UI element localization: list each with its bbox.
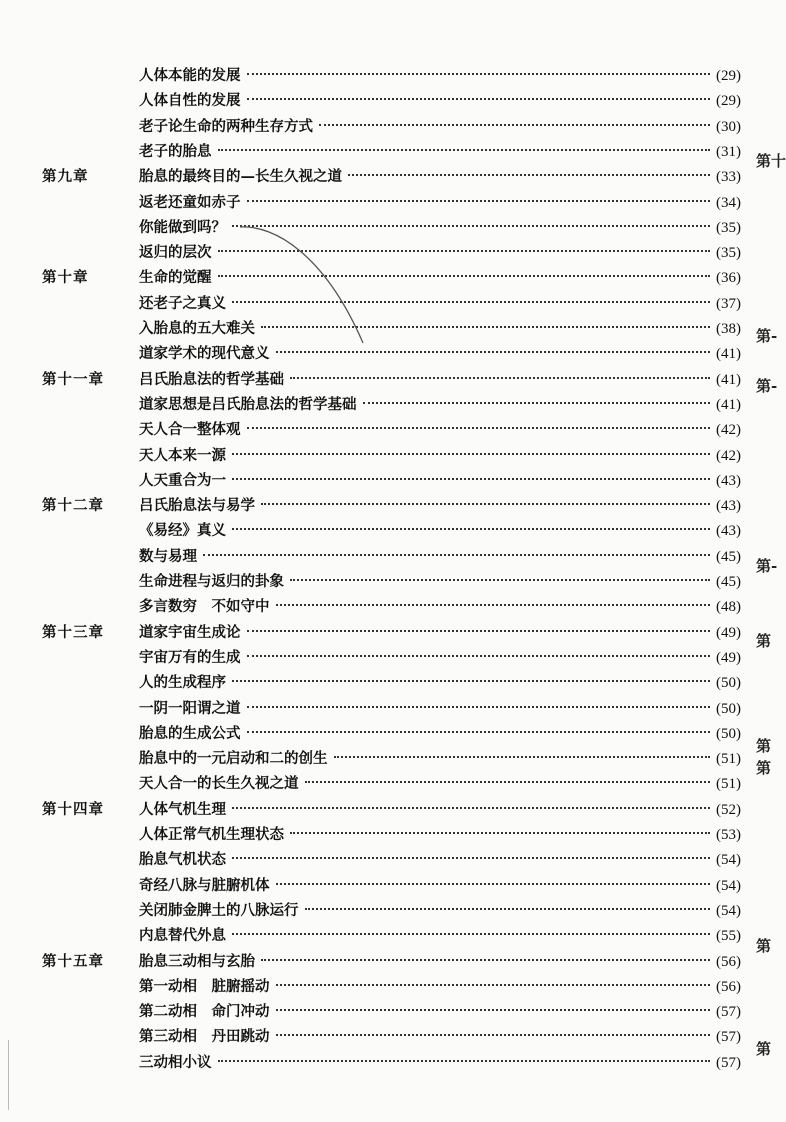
dot-leader (276, 984, 711, 986)
page-number: (49) (716, 649, 741, 666)
entry-title: 道家学术的现代意义 (139, 345, 270, 363)
page-number: (57) (716, 1004, 741, 1021)
dot-leader (334, 756, 711, 758)
dot-leader (232, 453, 710, 455)
toc-row (0, 493, 783, 518)
dot-leader (290, 832, 710, 834)
toc-entry (139, 518, 741, 544)
dot-leader (247, 655, 711, 657)
dot-leader (232, 933, 710, 935)
toc-row (0, 215, 783, 240)
toc-row (0, 746, 783, 771)
edge-fragment: 第 (756, 632, 772, 650)
chapter-label: 第十二章 (42, 497, 104, 515)
toc-entry (139, 620, 741, 646)
entry-title: 胎息中的一元启动和二的创生 (139, 750, 328, 768)
toc-row (0, 645, 783, 670)
page-number: (41) (716, 396, 741, 413)
page-number: (34) (716, 194, 741, 211)
page-number: (41) (716, 371, 741, 388)
dot-leader (276, 604, 711, 606)
entry-title: 《易经》真义 (139, 522, 226, 540)
toc-row (0, 114, 783, 139)
entry-title: 多言数穷 不如守中 (139, 598, 270, 616)
toc-row (0, 417, 783, 442)
dot-leader (247, 98, 711, 100)
page-number: (31) (716, 143, 741, 160)
toc-entry (139, 63, 741, 89)
page-number: (57) (716, 1029, 741, 1046)
page-number: (54) (716, 902, 741, 919)
toc-row (0, 797, 783, 822)
toc-entry (139, 88, 741, 114)
entry-title: 道家宇宙生成论 (139, 623, 241, 641)
page-number: (56) (716, 953, 741, 970)
toc-entry (139, 974, 741, 1000)
toc-entry (139, 898, 741, 924)
edge-fragment: 第 (756, 937, 772, 955)
toc-entry (139, 265, 741, 291)
page-number: (50) (716, 725, 741, 742)
entry-title: 一阴一阳谓之道 (139, 699, 241, 717)
toc-entry (139, 569, 741, 595)
entry-title: 人体自性的发展 (139, 92, 241, 110)
dot-leader (218, 1060, 711, 1062)
toc-row (0, 468, 783, 493)
dot-leader (247, 630, 711, 632)
toc-entry (139, 316, 741, 342)
toc-entry (139, 822, 741, 848)
entry-title: 人体本能的发展 (139, 67, 241, 84)
page-number: (50) (716, 700, 741, 717)
dot-leader (247, 200, 711, 202)
dot-leader (276, 1034, 711, 1036)
entry-title: 第二动相 命门冲动 (139, 1003, 270, 1021)
entry-title: 生命的觉醒 (139, 269, 212, 287)
toc-entry (139, 645, 741, 671)
chapter-label: 第十五章 (42, 952, 104, 970)
dot-leader (305, 908, 711, 910)
dot-leader (348, 174, 710, 176)
dot-leader (319, 124, 710, 126)
dot-leader (276, 883, 711, 885)
entry-title: 关闭肺金脾土的八脉运行 (139, 901, 299, 919)
entry-title: 内息替代外息 (139, 927, 226, 945)
toc-row (0, 1024, 783, 1049)
toc-entry (139, 114, 741, 140)
page-number: (53) (716, 827, 741, 843)
toc-row (0, 898, 783, 923)
toc-row (0, 696, 783, 721)
entry-title: 人体气机生理 (139, 800, 226, 818)
toc-entry (139, 797, 741, 823)
entry-title: 老子的胎息 (139, 142, 212, 160)
entry-title: 第一动相 脏腑摇动 (139, 977, 270, 995)
toc-entry (139, 949, 741, 975)
toc-entry (139, 746, 741, 772)
toc-row (0, 873, 783, 898)
edge-fragment: 第- (756, 327, 778, 345)
toc-row (0, 974, 783, 999)
page-number: (43) (716, 472, 741, 489)
page-number: (42) (716, 422, 741, 439)
toc-row (0, 139, 783, 164)
chapter-label: 第十四章 (42, 800, 104, 818)
entry-title: 吕氏胎息法的哲学基础 (139, 370, 284, 388)
entry-title: 返老还童如赤子 (139, 193, 241, 211)
page-number: (51) (716, 751, 741, 768)
dot-leader (247, 706, 711, 708)
scan-edge-line (8, 1040, 9, 1110)
entry-title: 老子论生命的两种生存方式 (139, 117, 313, 135)
edge-fragment: 第- (756, 557, 778, 575)
page-number: (42) (716, 447, 741, 464)
entry-title: 宇宙万有的生成 (139, 648, 241, 666)
toc-entry (139, 417, 741, 443)
chapter-label: 第十章 (42, 269, 89, 287)
toc-entry (139, 367, 741, 393)
toc-row (0, 341, 783, 366)
page-number: (45) (716, 574, 741, 590)
toc-row (0, 291, 783, 316)
entry-title: 胎息的最终目的—长生久视之道 (139, 168, 342, 186)
entry-title: 天人本来一源 (139, 446, 226, 464)
entry-title: 生命进程与返归的卦象 (139, 573, 284, 590)
toc-row (0, 594, 783, 619)
toc-row (0, 1050, 783, 1075)
toc-row (0, 367, 783, 392)
entry-title: 三动相小议 (139, 1053, 212, 1071)
page-number: (43) (716, 498, 741, 515)
edge-fragment: 第十 (756, 152, 786, 170)
entry-title: 天人合一的长生久视之道 (139, 775, 299, 793)
toc-entry (139, 190, 741, 216)
entry-title: 奇经八脉与脏腑机体 (139, 876, 270, 894)
chapter-label: 第九章 (42, 168, 89, 186)
toc-row (0, 88, 783, 113)
dot-leader (218, 149, 711, 151)
dot-leader (203, 554, 710, 556)
toc-entry (139, 291, 741, 317)
toc-row (0, 847, 783, 872)
entry-title: 胎息的生成公式 (139, 724, 241, 742)
entry-title: 数与易理 (139, 547, 197, 565)
dot-leader (232, 528, 710, 530)
dot-leader (247, 73, 711, 75)
page-number: (29) (716, 93, 741, 110)
toc-entry (139, 392, 741, 418)
toc-entry (139, 670, 741, 696)
page-number: (43) (716, 523, 741, 540)
page-number: (56) (716, 978, 741, 995)
dot-leader (247, 731, 711, 733)
toc-entry (139, 139, 741, 165)
page-number: (54) (716, 852, 741, 869)
entry-title: 第三动相 丹田跳动 (139, 1028, 270, 1046)
toc-entry (139, 771, 741, 797)
toc-row (0, 771, 783, 796)
page-number: (50) (716, 675, 741, 692)
toc-row (0, 63, 783, 88)
page-number: (33) (716, 169, 741, 186)
toc-row (0, 721, 783, 746)
page-number: (55) (716, 928, 741, 945)
dot-leader (290, 579, 710, 581)
toc-row (0, 923, 783, 948)
chapter-label: 第十三章 (42, 623, 104, 641)
toc-row (0, 316, 783, 341)
page-number: (30) (716, 118, 741, 135)
toc-entry (139, 923, 741, 949)
toc-row (0, 164, 783, 189)
dot-leader (261, 959, 710, 961)
entry-title: 吕氏胎息法与易学 (139, 497, 255, 515)
toc-entry (139, 544, 741, 570)
toc-row (0, 443, 783, 468)
entry-title: 返归的层次 (139, 244, 212, 262)
toc-row (0, 518, 783, 543)
toc-entry (139, 215, 741, 241)
toc-row (0, 569, 783, 594)
entry-title: 你能做到吗？ (139, 218, 226, 236)
page-number: (36) (716, 270, 741, 287)
toc-entry (139, 873, 741, 899)
dot-leader (232, 807, 710, 809)
dot-leader (232, 680, 710, 682)
page-number: (57) (716, 1054, 741, 1071)
toc-entry (139, 594, 741, 620)
toc-entry (139, 443, 741, 469)
page-number: (35) (716, 219, 741, 236)
dot-leader (261, 503, 710, 505)
page-number: (35) (716, 245, 741, 262)
toc-row (0, 822, 783, 847)
dot-leader (247, 427, 711, 429)
toc-row (0, 999, 783, 1024)
dot-leader (232, 857, 710, 859)
entry-title: 道家思想是吕氏胎息法的哲学基础 (139, 395, 357, 413)
page-number: (29) (716, 68, 741, 84)
toc-entry (139, 468, 741, 494)
toc-entry (139, 341, 741, 367)
dot-leader (232, 478, 710, 480)
page-number: (48) (716, 599, 741, 616)
entry-title: 人天重合为一 (139, 471, 226, 489)
entry-title: 入胎息的五大难关 (139, 320, 255, 337)
toc-row (0, 190, 783, 215)
toc-row (0, 670, 783, 695)
toc-entry (139, 1050, 741, 1076)
chapter-label: 第十一章 (42, 370, 104, 388)
toc-row (0, 544, 783, 569)
entry-title: 人体正常气机生理状态 (139, 826, 284, 843)
entry-title: 胎息三动相与玄胎 (139, 952, 255, 970)
page-number: (54) (716, 877, 741, 894)
toc-entry (139, 847, 741, 873)
page-number: (41) (716, 346, 741, 363)
page-number: (45) (716, 548, 741, 565)
edge-fragment: 第- (756, 377, 778, 395)
pen-stroke-mark (235, 215, 375, 355)
page-number: (38) (716, 321, 741, 337)
toc-row (0, 265, 783, 290)
toc-row (0, 392, 783, 417)
toc-row (0, 620, 783, 645)
toc-entry (139, 493, 741, 519)
toc-entry (139, 1024, 741, 1050)
edge-fragment: 第 (756, 1040, 772, 1058)
dot-leader (305, 781, 711, 783)
toc-entry (139, 696, 741, 722)
dot-leader (363, 402, 711, 404)
page-number: (51) (716, 776, 741, 793)
toc-entry (139, 999, 741, 1025)
toc-row (0, 240, 783, 265)
toc-entry (139, 164, 741, 190)
edge-fragment: 第 (756, 737, 772, 755)
page-number: (37) (716, 295, 741, 312)
entry-title: 还老子之真义 (139, 294, 226, 312)
entry-title: 胎息气机状态 (139, 851, 226, 869)
edge-fragment: 第 (756, 759, 772, 777)
entry-title: 人的生成程序 (139, 674, 226, 692)
toc-entry (139, 721, 741, 747)
toc-entry (139, 240, 741, 266)
dot-leader (290, 377, 710, 379)
toc-row (0, 949, 783, 974)
page-number: (52) (716, 801, 741, 818)
dot-leader (276, 1009, 711, 1011)
entry-title: 天人合一整体观 (139, 421, 241, 439)
page-number: (49) (716, 624, 741, 641)
